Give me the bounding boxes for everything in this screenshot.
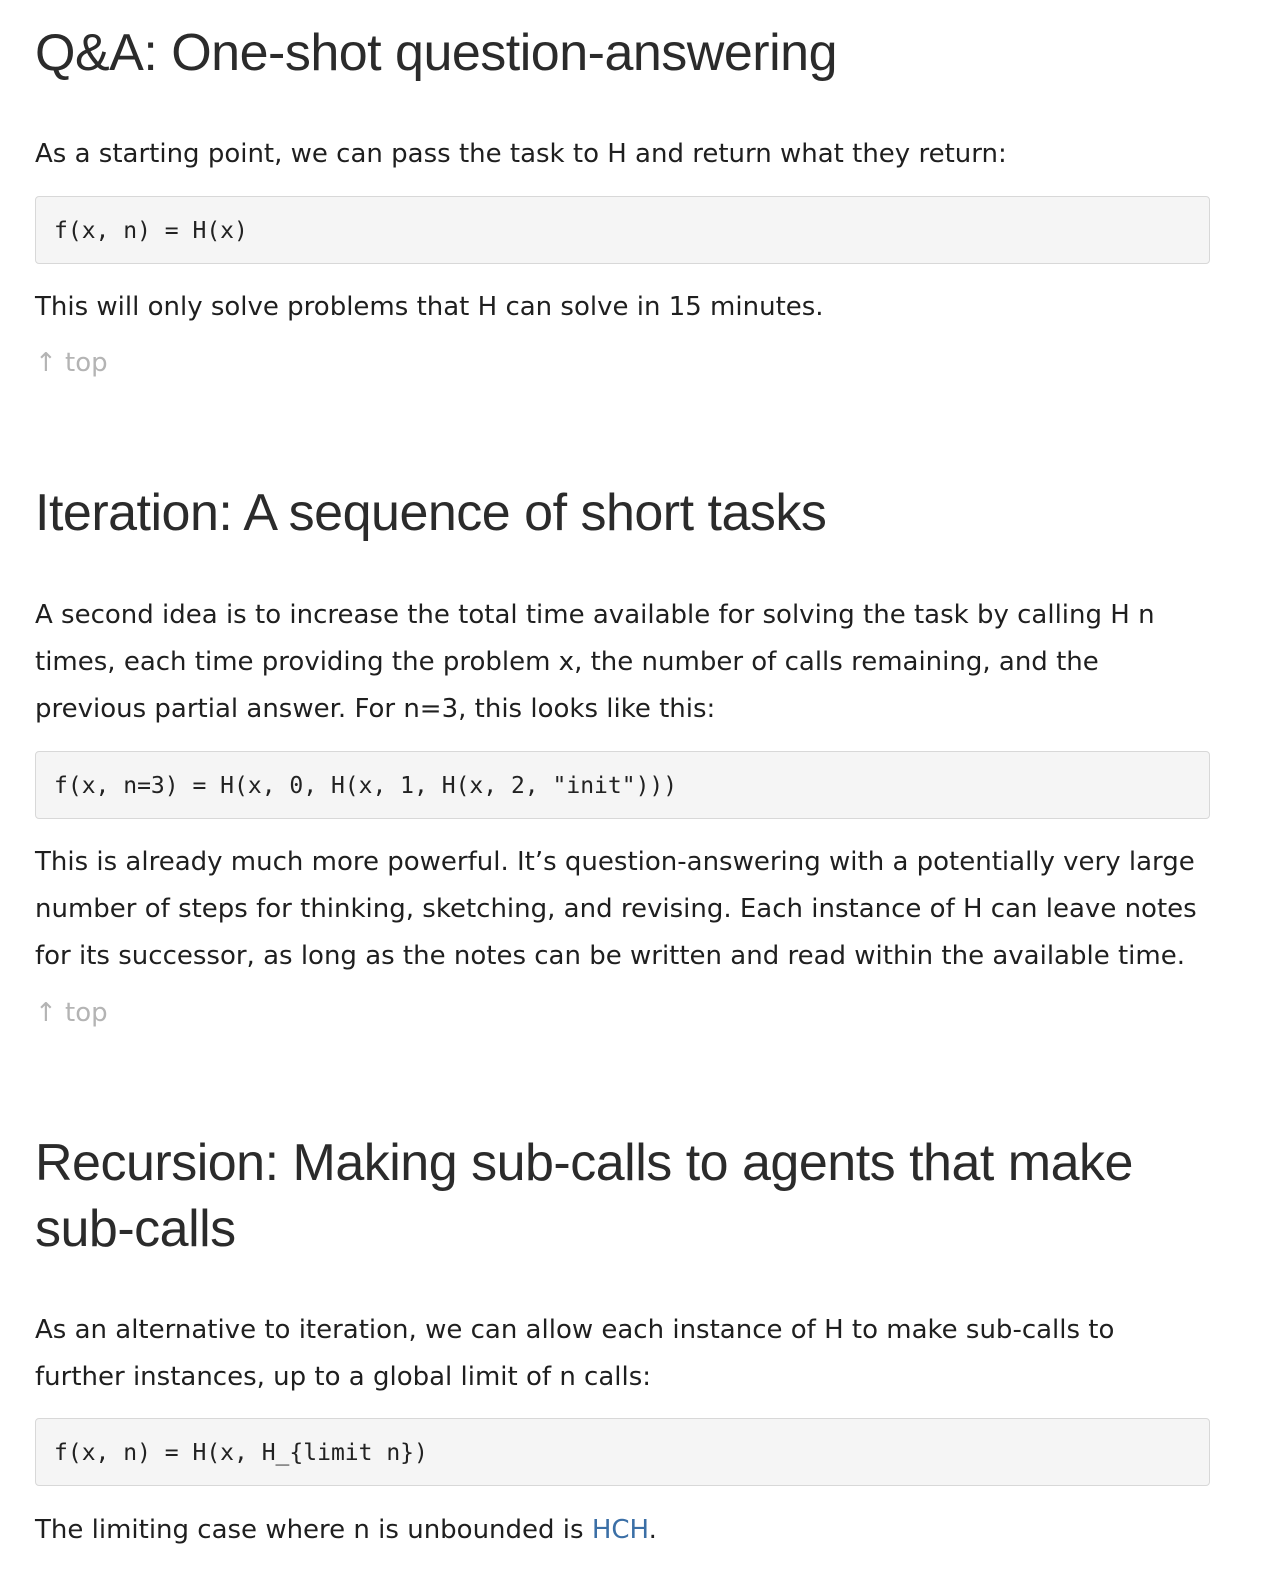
paragraph-wrap <box>35 284 1210 331</box>
code-block: f(x, n) = H(x) <box>35 196 1210 264</box>
code-block: f(x, n=3) = H(x, 0, H(x, 1, H(x, 2, "init"))) <box>35 751 1210 819</box>
back-to-top-link[interactable]: ↑ top <box>35 348 108 378</box>
hch-link[interactable]: HCH <box>591 1515 649 1545</box>
section-heading: Q&A: One-shot question-answering <box>35 24 837 82</box>
paragraph-text: The limiting case where n is unbounded is <box>35 1515 592 1545</box>
back-to-top-link[interactable]: ↑ top <box>35 998 108 1028</box>
paragraph-after: This is already much more powerful. It’s question-answering with a potentially very large number of steps for thinking, sketching, and revising. Each instance of H can leave notes for its successor, as long as the notes can be written and read within the available time. <box>35 847 1197 971</box>
paragraph-wrap <box>35 592 1210 733</box>
paragraph-wrap <box>35 1507 1210 1554</box>
code-block-wrap <box>35 751 1210 819</box>
paragraph-wrap <box>35 1307 1210 1401</box>
paragraph-period: . <box>648 1515 657 1545</box>
paragraph-wrap <box>35 839 1210 980</box>
code-block: f(x, n) = H(x, H_{limit n}) <box>35 1418 1210 1486</box>
section-recursion <box>35 1130 1210 1262</box>
section-iteration <box>35 480 1210 546</box>
paragraph-after <box>35 1507 1210 1554</box>
section-heading: Iteration: A sequence of short tasks <box>35 484 827 542</box>
paragraph-after: This will only solve problems that H can solve in 15 minutes. <box>35 292 824 322</box>
section-heading: Recursion: Making sub-calls to agents that make sub-calls <box>35 1134 1133 1258</box>
top-link-wrap <box>35 998 1210 1028</box>
paragraph-intro: A second idea is to increase the total time available for solving the task by calling H n times, each time providing the problem x, the number of calls remaining, and the previous partial answer. For n=3, this looks like this: <box>35 600 1155 724</box>
paragraph-intro: As an alternative to iteration, we can allow each instance of H to make sub-calls to further instances, up to a global limit of n calls: <box>35 1315 1115 1392</box>
code-block-wrap <box>35 196 1210 264</box>
section-qa-intro-wrap <box>35 131 1210 178</box>
top-link-wrap <box>35 348 1210 378</box>
paragraph-intro: As a starting point, we can pass the task to H and return what they return: <box>35 139 1007 169</box>
section-qa <box>35 20 1210 86</box>
code-block-wrap <box>35 1418 1210 1486</box>
